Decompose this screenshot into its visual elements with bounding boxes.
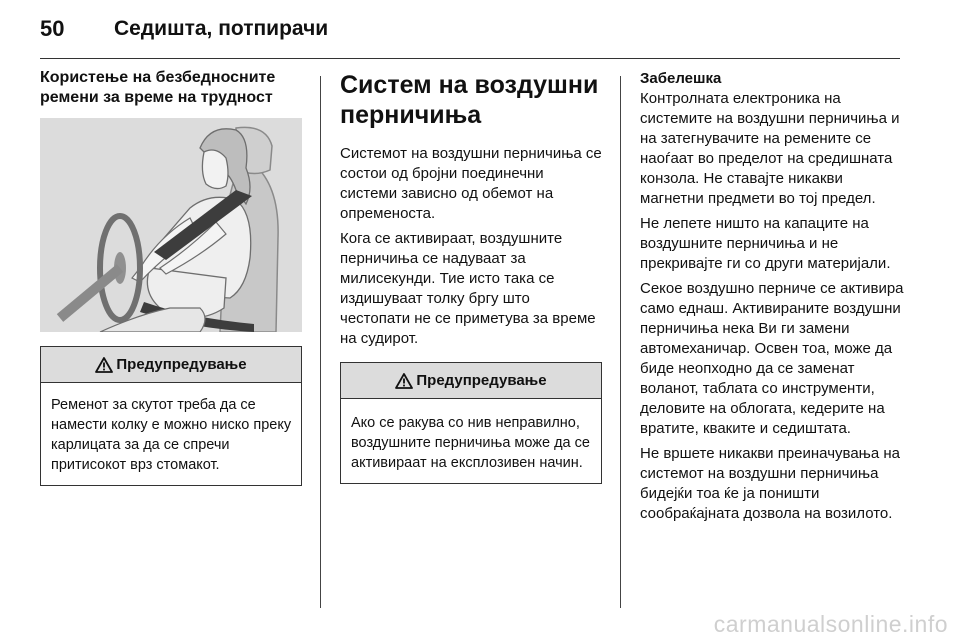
watermark: carmanualsonline.info (713, 611, 948, 637)
column-divider-right (620, 76, 621, 608)
warning-header (341, 363, 601, 399)
warning-header (41, 347, 301, 383)
page-number: 50 (40, 16, 65, 41)
note-paragraph: Не вршете никакви преиначувања на системот на воздушни перничиња бидејќи тоа ќе ја поништи сообраќајната дозвола на возилото. (640, 445, 900, 522)
page-header (40, 14, 328, 44)
column-divider-left (320, 76, 321, 608)
pregnancy-warning-box (40, 346, 302, 486)
note-paragraph: Контролната електроника на системите на воздушни перничиња и на затегнувачите на ремените се наоѓаат во пределот на средишната конзола. Не ставајте никакви магнетни предмети во тој предел. (640, 90, 900, 207)
middle-column (340, 70, 602, 484)
airbag-paragraph: Системот на воздушни перничиња се состои од бројни поединечни системи зависно од обемот на опременоста. (340, 145, 602, 222)
section-title: Седишта, потпирачи (114, 17, 329, 40)
warning-text: Ременот за скутот треба да се намести колку е можно ниско преку карлицата за да се спречи притисокот врз стомакот. (51, 397, 292, 473)
pregnant-driver-seatbelt-illustration (40, 118, 302, 332)
pregnant-driver-illustration-icon (40, 118, 302, 332)
airbag-paragraph: Кога се активираат, воздушните перничиња се надуваат за милисекунди. Тие исто така се издишуваат толку бргу што честопати не се приметува за време на судирот. (340, 230, 596, 347)
warning-triangle-icon (95, 357, 113, 373)
note-paragraph: Не лепете ништо на капаците на воздушните перничиња и не прекривајте ги со други материјали. (640, 215, 891, 272)
pregnancy-seatbelt-heading: Користење на безбедносните ремени за време на трудност (40, 69, 276, 106)
warning-title: Предупредување (116, 356, 247, 373)
airbag-system-heading: Систем на воздушни перничиња (340, 71, 599, 129)
warning-text: Ако се ракува со нив неправилно, воздушните перничиња може да се активираат на експлозивен начин. (351, 415, 590, 471)
note-heading: Забелешка (640, 70, 722, 87)
right-column (640, 70, 910, 524)
note-paragraph: Секое воздушно перниче се активира само еднаш. Активираните воздушни перничиња нека Ви ги замени автомеханичар. Освен тоа, може да биде неопходно да се заменат воланот, таблата со инструменти, деловите на облогата, кедерите на вратите, кваките и седиштата. (640, 280, 904, 437)
left-column (40, 68, 302, 486)
warning-triangle-icon (395, 373, 413, 389)
airbag-warning-box (340, 362, 602, 484)
header-divider (40, 58, 900, 59)
warning-title: Предупредување (416, 372, 547, 389)
